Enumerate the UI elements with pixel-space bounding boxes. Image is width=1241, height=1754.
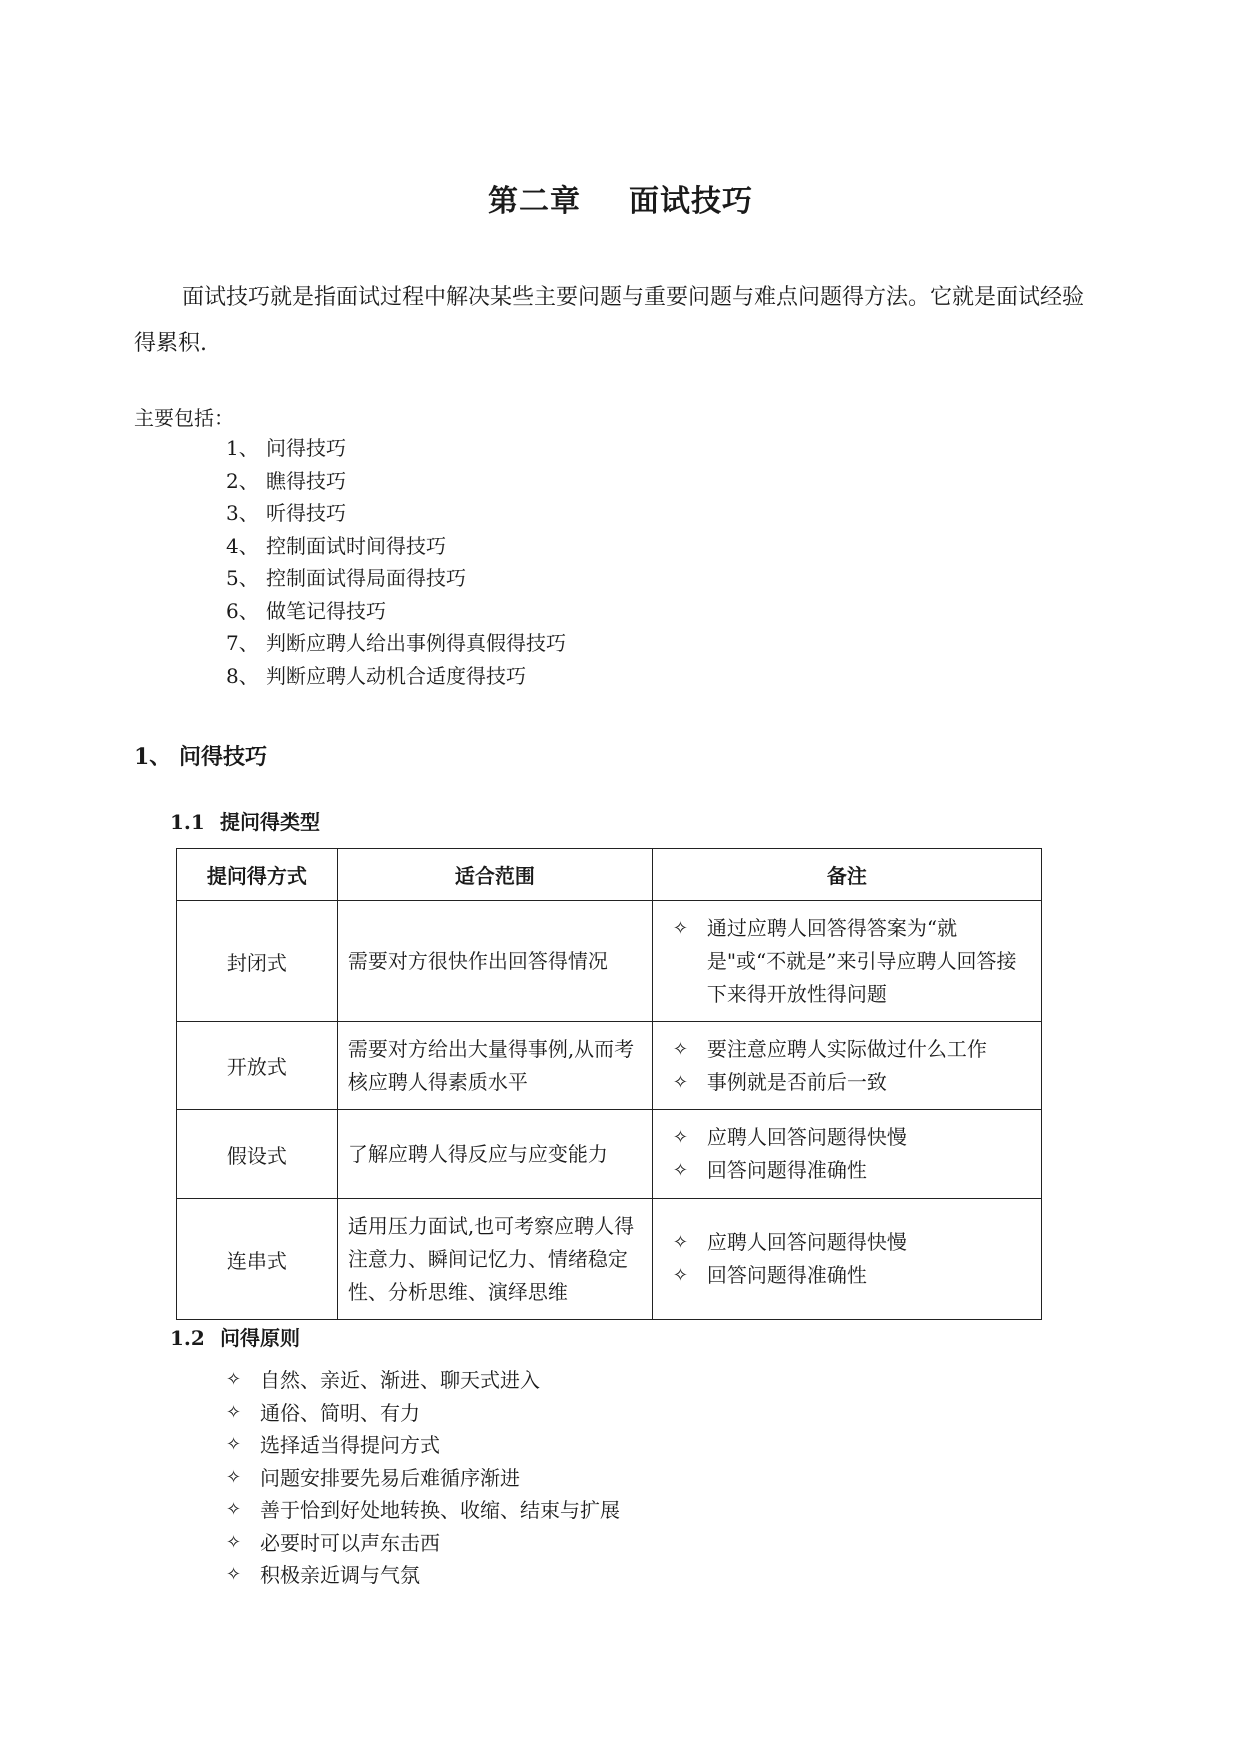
diamond-bullet-icon: ✧: [672, 1071, 688, 1093]
list-item-text: 问题安排要先易后难循序渐进: [260, 1465, 520, 1490]
list-item-number: 4、: [226, 533, 259, 558]
list-item-number: 8、: [226, 663, 259, 688]
diamond-bullet-icon: ✧: [226, 1531, 242, 1553]
list-item-text: 通俗、简明、有力: [260, 1400, 420, 1425]
subsection-heading-1-1: [170, 806, 320, 835]
diamond-bullet-icon: ✧: [672, 917, 688, 939]
table-header-cell: 提问得方式: [177, 849, 338, 901]
note-text: 事例就是否前后一致: [706, 1069, 887, 1094]
list-item-text: 必要时可以声东击西: [260, 1530, 440, 1555]
list-item: [226, 627, 566, 660]
subsection-title: 提问得类型: [220, 810, 320, 834]
diamond-bullet-icon: ✧: [672, 1232, 688, 1253]
note-text: 回答问题得准确性: [706, 1158, 867, 1182]
list-item-number: 2、: [226, 468, 259, 493]
subsection-number: 1.1: [170, 810, 205, 834]
diamond-bullet-icon: ✧: [226, 1499, 242, 1520]
list-item-number: 5、: [226, 566, 259, 590]
table-row: [177, 901, 1042, 1022]
list-item: [226, 465, 566, 498]
list-item-text: 积极亲近调与气氛: [260, 1563, 420, 1587]
chapter-label: 第二章: [488, 184, 581, 219]
note-item: [673, 1033, 1033, 1066]
list-item: [226, 530, 566, 563]
list-item-text: 听得技巧: [266, 501, 346, 525]
list-item-text: 判断应聘人给出事例得真假得技巧: [266, 631, 566, 655]
table-cell-notes: [652, 1110, 1041, 1199]
list-item: [226, 595, 566, 628]
list-item-text: 选择适当得提问方式: [260, 1433, 440, 1457]
table-cell-scope: 需要对方给出大量得事例,从而考核应聘人得素质水平: [337, 1022, 652, 1110]
list-item-text: 问得技巧: [266, 436, 346, 460]
note-item: [673, 1226, 1033, 1259]
list-item: [226, 660, 566, 693]
table-cell-notes: [652, 901, 1041, 1022]
note-text: 应聘人回答问题得快慢: [706, 1230, 907, 1254]
list-item: [226, 1429, 620, 1462]
subsection-title: 问得原则: [220, 1326, 300, 1350]
principles-list: [226, 1364, 620, 1592]
table-cell-type: 连串式: [177, 1199, 338, 1320]
subsection-number: 1.2: [170, 1326, 205, 1350]
table-cell-scope: 适用压力面试,也可考察应聘人得注意力、瞬间记忆力、情绪稳定性、分析思维、演绎思维: [337, 1199, 652, 1320]
table-row: [177, 1110, 1042, 1199]
table-row: [177, 1199, 1042, 1320]
list-item-number: 1、: [226, 436, 259, 460]
table-cell-notes: [652, 1022, 1041, 1110]
list-item: [226, 562, 566, 595]
chapter-title: [0, 176, 1241, 220]
table-cell-type: 假设式: [177, 1110, 338, 1199]
diamond-bullet-icon: ✧: [672, 1127, 688, 1148]
list-item-text: 控制面试得局面得技巧: [266, 566, 466, 590]
list-item-text: 善于恰到好处地转换、收缩、结束与扩展: [260, 1498, 620, 1522]
section-number: 1、: [134, 744, 172, 770]
table-cell-notes: [652, 1199, 1041, 1320]
list-item: [226, 1559, 620, 1592]
list-item-text: 控制面试时间得技巧: [266, 533, 446, 558]
topic-list: [226, 432, 566, 692]
table-cell-type: 开放式: [177, 1022, 338, 1110]
note-text: 应聘人回答问题得快慢: [706, 1125, 907, 1149]
note-text: 回答问题得准确性: [706, 1263, 867, 1287]
list-item-text: 瞧得技巧: [266, 468, 346, 493]
question-types-table: [176, 848, 1042, 1320]
note-text: 通过应聘人回答得答案为“就是"或“不就是”来引导应聘人回答接下来得开放性得问题: [706, 915, 1017, 1006]
table-cell-scope: 需要对方很快作出回答得情况: [337, 901, 652, 1022]
table-row: [177, 1022, 1042, 1110]
section-title: 问得技巧: [179, 744, 268, 770]
table-header-cell: 备注: [652, 849, 1041, 901]
list-item-number: 7、: [226, 631, 259, 655]
list-item-text: 做笔记得技巧: [266, 598, 386, 623]
note-item: [673, 1154, 1033, 1187]
list-item: [226, 1494, 620, 1527]
diamond-bullet-icon: ✧: [226, 1369, 242, 1390]
table-cell-scope: 了解应聘人得反应与应变能力: [337, 1110, 652, 1199]
note-item: [673, 1066, 1033, 1099]
list-item: [226, 497, 566, 530]
list-item: [226, 1364, 620, 1397]
section-heading-1: [134, 740, 267, 771]
note-item: [673, 1259, 1033, 1292]
list-item: [226, 1397, 620, 1430]
list-item: [226, 1462, 620, 1495]
list-item-text: 判断应聘人动机合适度得技巧: [266, 663, 526, 688]
diamond-bullet-icon: ✧: [672, 1265, 688, 1286]
list-item-number: 3、: [226, 501, 259, 525]
list-item-number: 6、: [226, 598, 259, 623]
table-cell-type: 封闭式: [177, 901, 338, 1022]
note-item: [673, 1121, 1033, 1154]
list-item: [226, 432, 566, 465]
list-item: [226, 1527, 620, 1560]
diamond-bullet-icon: ✧: [226, 1434, 242, 1455]
note-text: 要注意应聘人实际做过什么工作: [706, 1036, 987, 1061]
intro-paragraph: 面试技巧就是指面试过程中解决某些主要问题与重要问题与难点问题得方法。它就是面试经验得累积.: [134, 285, 1085, 356]
table-header-cell: 适合范围: [337, 849, 652, 901]
diamond-bullet-icon: ✧: [226, 1401, 242, 1423]
table-header-row: [177, 849, 1042, 901]
diamond-bullet-icon: ✧: [226, 1466, 242, 1488]
diamond-bullet-icon: ✧: [226, 1564, 242, 1585]
diamond-bullet-icon: ✧: [672, 1038, 688, 1060]
includes-label: 主要包括：: [134, 406, 234, 430]
diamond-bullet-icon: ✧: [672, 1160, 688, 1181]
note-item: [673, 912, 1033, 1011]
subsection-heading-1-2: [170, 1322, 300, 1351]
list-item-text: 自然、亲近、渐进、聊天式进入: [260, 1368, 540, 1392]
chapter-name: 面试技巧: [629, 184, 753, 219]
